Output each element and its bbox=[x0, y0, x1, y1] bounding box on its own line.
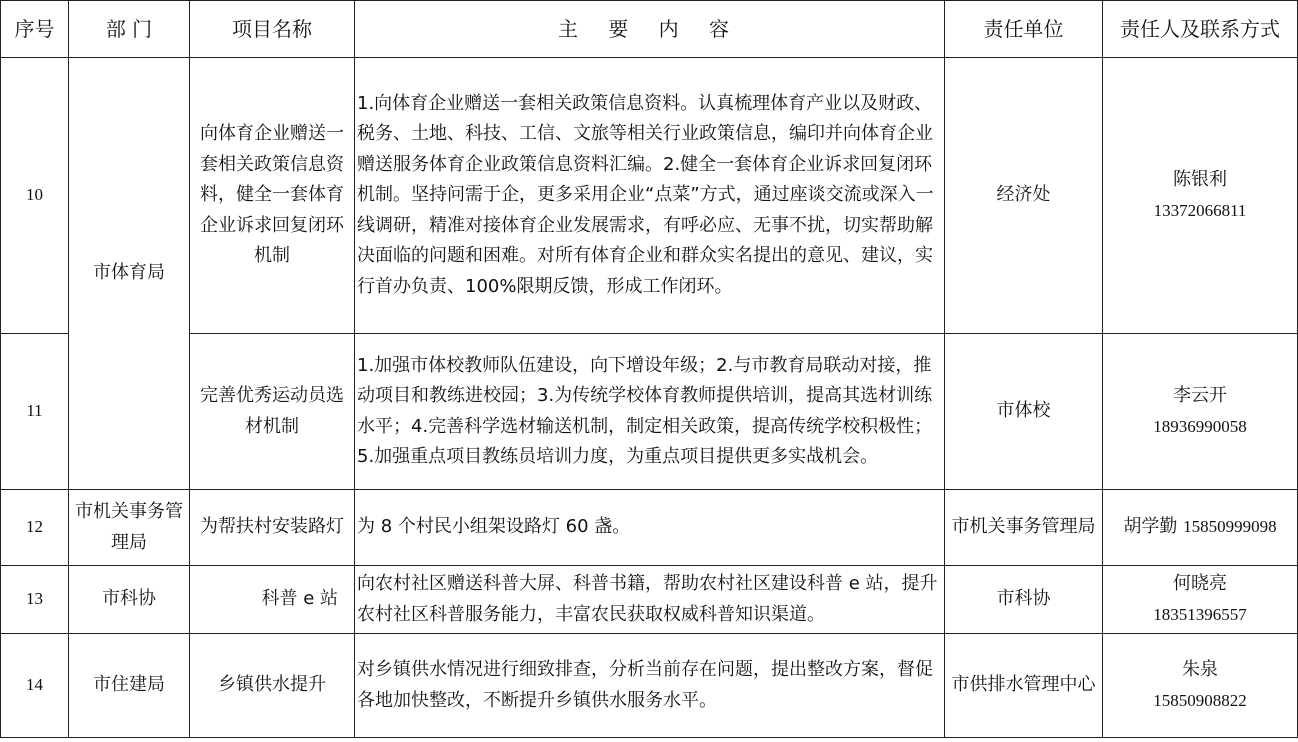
table-row bbox=[1, 566, 1298, 634]
contact-person: 胡学勤 bbox=[1123, 516, 1178, 538]
table-row bbox=[1, 490, 1298, 566]
row-contact bbox=[1103, 634, 1298, 738]
row-department: 市体育局 bbox=[69, 58, 190, 490]
row-contact bbox=[1103, 58, 1298, 334]
header-index: 序号 bbox=[1, 1, 69, 58]
row-index: 11 bbox=[1, 334, 69, 490]
row-index: 14 bbox=[1, 634, 69, 738]
row-project: 向体育企业赠送一套相关政策信息资料，健全一套体育企业诉求回复闭环机制 bbox=[190, 58, 355, 334]
row-department: 市住建局 bbox=[69, 634, 190, 738]
row-project: 为帮扶村安装路灯 bbox=[190, 490, 355, 566]
header-contact: 责任人及联系方式 bbox=[1103, 1, 1298, 58]
row-project: 完善优秀运动员选材机制 bbox=[190, 334, 355, 490]
table-row bbox=[1, 58, 1298, 334]
row-content: 向农村社区赠送科普大屏、科普书籍，帮助农村社区建设科普 e 站，提升农村社区科普服务能力，丰富农民获取权威科普知识渠道。 bbox=[355, 566, 945, 634]
row-content: 1.加强市体校教师队伍建设，向下增设年级；2.与市教育局联动对接，推动项目和教练进校园；3.为传统学校体育教师提供培训，提高其选材训练水平；4.完善科学选材输送机制，制定相关政策，提高传统学校积极性；5.加强重点项目教练员培训力度，为重点项目提供更多实战机会。 bbox=[355, 334, 945, 490]
contact-phone: 18936990058 bbox=[1153, 416, 1247, 436]
header-department: 部 门 bbox=[69, 1, 190, 58]
header-row bbox=[1, 1, 1298, 58]
contact-person: 李云开 bbox=[1173, 385, 1227, 406]
contact-person: 陈银利 bbox=[1173, 169, 1227, 190]
row-content: 为 8 个村民小组架设路灯 60 盏。 bbox=[355, 490, 945, 566]
row-unit: 市机关事务管理局 bbox=[945, 490, 1103, 566]
table-row bbox=[1, 634, 1298, 738]
row-project: 乡镇供水提升 bbox=[190, 634, 355, 738]
row-department: 市科协 bbox=[69, 566, 190, 634]
row-index: 13 bbox=[1, 566, 69, 634]
row-index: 10 bbox=[1, 58, 69, 334]
header-unit: 责任单位 bbox=[945, 1, 1103, 58]
header-content: 主 要 内 容 bbox=[355, 1, 945, 58]
row-project: 科普 e 站 bbox=[190, 566, 355, 634]
row-index: 12 bbox=[1, 490, 69, 566]
header-project: 项目名称 bbox=[190, 1, 355, 58]
contact-person: 朱泉 bbox=[1182, 659, 1218, 680]
row-content: 1.向体育企业赠送一套相关政策信息资料。认真梳理体育产业以及财政、税务、土地、科技、工信、文旅等相关行业政策信息，编印并向体育企业赠送服务体育企业政策信息资料汇编。2.健全一套体育企业诉求回复闭环机制。坚持问需于企，更多采用企业“点菜”方式，通过座谈交流或深入一线调研，精准对接体育企业发展需求，有呼必应、无事不扰，切实帮助解决面临的问题和困难。对所有体育企业和群众实名提出的意见、建议，实行首办负责、100%限期反馈，形成工作闭环。 bbox=[355, 58, 945, 334]
row-contact bbox=[1103, 566, 1298, 634]
row-unit: 市供排水管理中心 bbox=[945, 634, 1103, 738]
row-unit: 市体校 bbox=[945, 334, 1103, 490]
row-contact bbox=[1103, 334, 1298, 490]
table-row bbox=[1, 334, 1298, 490]
row-unit: 经济处 bbox=[945, 58, 1103, 334]
row-content: 对乡镇供水情况进行细致排查，分析当前存在问题，提出整改方案，督促各地加快整改，不断提升乡镇供水服务水平。 bbox=[355, 634, 945, 738]
contact-phone: 13372066811 bbox=[1153, 200, 1247, 220]
contact-person: 何晓亮 bbox=[1173, 573, 1227, 594]
contact-phone: 15850908822 bbox=[1153, 690, 1247, 710]
row-contact bbox=[1103, 490, 1298, 566]
row-department: 市机关事务管理局 bbox=[69, 490, 190, 566]
contact-phone: 15850999098 bbox=[1183, 517, 1277, 537]
contact-phone: 18351396557 bbox=[1153, 604, 1247, 624]
row-unit: 市科协 bbox=[945, 566, 1103, 634]
